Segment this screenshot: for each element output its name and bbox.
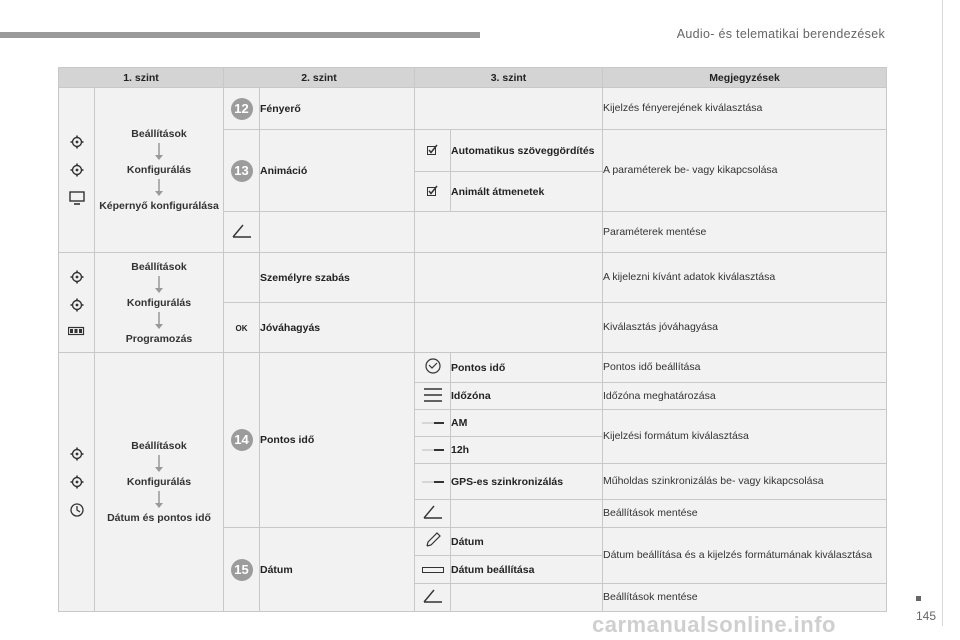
number-cell (224, 253, 260, 303)
icon-cell (224, 303, 260, 353)
level3-label: AM (451, 410, 603, 437)
gear-icon (70, 163, 84, 177)
note-text: Kijelzés fényerejének kiválasztása (603, 88, 887, 130)
level3-label (451, 584, 603, 612)
gear-icon (70, 447, 84, 461)
step-label: Dátum és pontos idő (107, 512, 211, 524)
header-notes: Megjegyzések (603, 68, 887, 88)
checkbox-icon (427, 185, 438, 196)
arrow-down-icon (153, 312, 165, 330)
level3-label: Pontos idő (451, 353, 603, 383)
level1-steps (95, 88, 224, 253)
gear-icon (70, 270, 84, 284)
checkbox-icon (427, 144, 438, 155)
level3-label: Időzóna (451, 383, 603, 410)
step-number: 15 (231, 559, 253, 581)
note-text: Dátum beállítása és a kijelzés formátumának kiválasztása (603, 528, 887, 584)
arrow-down-icon (153, 455, 165, 473)
level3-empty (415, 303, 603, 353)
arrow-down-icon (153, 143, 165, 161)
note-text: A paraméterek be- vagy kikapcsolása (603, 130, 887, 212)
step-number: 14 (231, 429, 253, 451)
step-label: Képernyő konfigurálása (99, 200, 219, 212)
icon-cell (415, 556, 451, 584)
step-label: Programozás (125, 332, 193, 345)
icon-cell (415, 437, 451, 464)
level3-label: GPS-es szinkronizálás (451, 464, 603, 500)
level2-label: Dátum (260, 528, 415, 612)
level3-label: 12h (451, 437, 603, 464)
step-label: Konfigurálás (126, 164, 192, 176)
gear-icon (70, 475, 84, 489)
note-text: Kiválasztás jóváhagyása (603, 303, 887, 353)
header-row (59, 68, 887, 88)
icon-cell (224, 212, 260, 253)
arrow-down-icon (153, 276, 165, 294)
icon-cell (415, 410, 451, 437)
note-text: Pontos idő beállítása (603, 353, 887, 383)
table-row (59, 353, 887, 383)
arrow-down-icon (153, 179, 165, 197)
level2-empty (260, 212, 415, 253)
step-label: Konfigurálás (126, 476, 192, 488)
level3-label: Dátum (451, 528, 603, 556)
icon-cell (415, 383, 451, 410)
note-text: Kijelzési formátum kiválasztása (603, 410, 887, 464)
icon-cell (415, 584, 451, 612)
step-label: Beállítások (131, 260, 187, 273)
number-cell (224, 528, 260, 612)
level2-label: Animáció (260, 130, 415, 212)
settings-table (58, 67, 887, 612)
monitor-icon (69, 191, 85, 205)
icon-cell (415, 528, 451, 556)
level1-icons (59, 353, 95, 612)
ok-label: OK (235, 323, 248, 333)
page-number: 145 (916, 609, 937, 623)
step-number: 12 (231, 98, 253, 120)
level3-label: Automatikus szöveggördítés (451, 130, 603, 172)
battery-icon (68, 326, 86, 336)
level2-label: Személyre szabás (260, 253, 415, 303)
level1-icons (59, 88, 95, 253)
level3-label (451, 500, 603, 528)
table-row (59, 253, 887, 303)
gear-icon (70, 298, 84, 312)
back-arrow-icon (422, 504, 444, 520)
icon-cell (415, 500, 451, 528)
level3-empty (415, 212, 603, 253)
watermark: carmanualsonline.info (592, 612, 836, 637)
icon-cell (415, 130, 451, 172)
toggle-icon (422, 420, 444, 426)
icon-cell (415, 172, 451, 212)
arrow-down-icon (153, 491, 165, 509)
level2-label: Fényerő (260, 88, 415, 130)
side-bullet (916, 596, 921, 601)
level3-empty (415, 88, 603, 130)
back-arrow-icon (231, 223, 253, 239)
bar-icon (422, 567, 444, 573)
table-row (59, 88, 887, 130)
pen-icon (425, 532, 441, 548)
back-arrow-icon (422, 588, 444, 604)
toggle-icon (422, 447, 444, 453)
level1-icons (59, 253, 95, 353)
header-level1: 1. szint (59, 68, 224, 88)
note-text: A kijelezni kívánt adatok kiválasztása (603, 253, 887, 303)
header-level3: 3. szint (415, 68, 603, 88)
level3-label: Dátum beállítása (451, 556, 603, 584)
level3-empty (415, 253, 603, 303)
note-text: Beállítások mentése (603, 500, 887, 528)
clock-icon (70, 503, 84, 517)
side-rule (942, 0, 943, 626)
note-text: Paraméterek mentése (603, 212, 887, 253)
number-cell (224, 353, 260, 528)
section-title: Audio- és telematikai berendezések (676, 27, 885, 41)
top-bar (0, 32, 480, 38)
note-text: Műholdas szinkronizálás be- vagy kikapcsolása (603, 464, 887, 500)
list-icon (424, 388, 442, 402)
toggle-icon (422, 479, 444, 485)
icon-cell (415, 353, 451, 383)
note-text: Időzóna meghatározása (603, 383, 887, 410)
step-number: 13 (231, 160, 253, 182)
icon-cell (415, 464, 451, 500)
step-label: Beállítások (131, 440, 187, 452)
level1-steps (95, 353, 224, 612)
number-cell (224, 130, 260, 212)
header-level2: 2. szint (224, 68, 415, 88)
level2-label: Pontos idő (260, 353, 415, 528)
number-cell (224, 88, 260, 130)
step-label: Konfigurálás (126, 296, 192, 309)
step-label: Beállítások (131, 128, 187, 140)
level3-label: Animált átmenetek (451, 172, 603, 212)
gear-icon (70, 135, 84, 149)
level1-steps (95, 253, 224, 353)
clock-icon (425, 358, 441, 374)
level2-label: Jóváhagyás (260, 303, 415, 353)
note-text: Beállítások mentése (603, 584, 887, 612)
